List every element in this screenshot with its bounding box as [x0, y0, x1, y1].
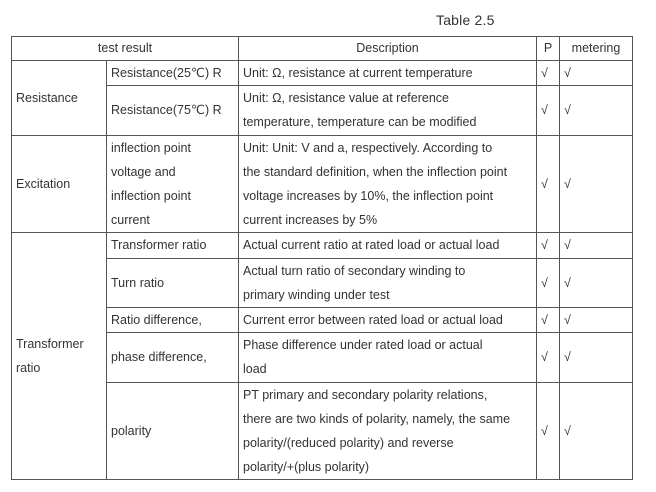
table-header-row	[12, 37, 633, 61]
row-p-check: √	[537, 135, 560, 233]
header-test-result: test result	[12, 37, 239, 61]
group-excitation: Excitation	[12, 135, 107, 233]
group-transformer-ratio: Transformer ratio	[12, 233, 107, 480]
table-row	[12, 135, 633, 233]
row-item: inflection point voltage and inflection point current	[107, 135, 239, 233]
row-item: Transformer ratio	[107, 233, 239, 258]
row-metering-check: √	[560, 308, 633, 333]
row-item: polarity	[107, 382, 239, 480]
header-metering: metering	[560, 37, 633, 61]
row-p-check: √	[537, 61, 560, 86]
row-description: Phase difference under rated load or actual load	[239, 333, 537, 382]
row-p-check: √	[537, 233, 560, 258]
row-item: Resistance(75℃) R	[107, 86, 239, 135]
row-metering-check: √	[560, 61, 633, 86]
row-metering-check: √	[560, 333, 633, 382]
test-result-table	[11, 36, 633, 480]
table-row	[12, 61, 633, 86]
row-metering-check: √	[560, 135, 633, 233]
table-caption: Table 2.5	[436, 12, 495, 28]
row-p-check: √	[537, 86, 560, 135]
row-item: Ratio difference,	[107, 308, 239, 333]
row-description: Actual turn ratio of secondary winding to primary winding under test	[239, 258, 537, 307]
row-p-check: √	[537, 258, 560, 307]
row-description: Unit: Ω, resistance at current temperature	[239, 61, 537, 86]
row-description: Unit: Unit: V and a, respectively. According to the standard definition, when the inflection point voltage increases by 10%, the inflection point current increases by 5%	[239, 135, 537, 233]
row-description: Current error between rated load or actual load	[239, 308, 537, 333]
table-row	[12, 233, 633, 258]
row-description: Unit: Ω, resistance value at reference temperature, temperature can be modified	[239, 86, 537, 135]
row-metering-check: √	[560, 233, 633, 258]
row-metering-check: √	[560, 258, 633, 307]
header-description: Description	[239, 37, 537, 61]
group-resistance: Resistance	[12, 61, 107, 136]
row-metering-check: √	[560, 86, 633, 135]
row-description: PT primary and secondary polarity relations, there are two kinds of polarity, namely, the same polarity/(reduced polarity) and reverse polarity/+(plus polarity)	[239, 382, 537, 480]
header-p: P	[537, 37, 560, 61]
row-description: Actual current ratio at rated load or actual load	[239, 233, 537, 258]
row-item: Turn ratio	[107, 258, 239, 307]
row-item: Resistance(25℃) R	[107, 61, 239, 86]
row-p-check: √	[537, 382, 560, 480]
row-p-check: √	[537, 308, 560, 333]
row-p-check: √	[537, 333, 560, 382]
row-metering-check: √	[560, 382, 633, 480]
row-item: phase difference,	[107, 333, 239, 382]
